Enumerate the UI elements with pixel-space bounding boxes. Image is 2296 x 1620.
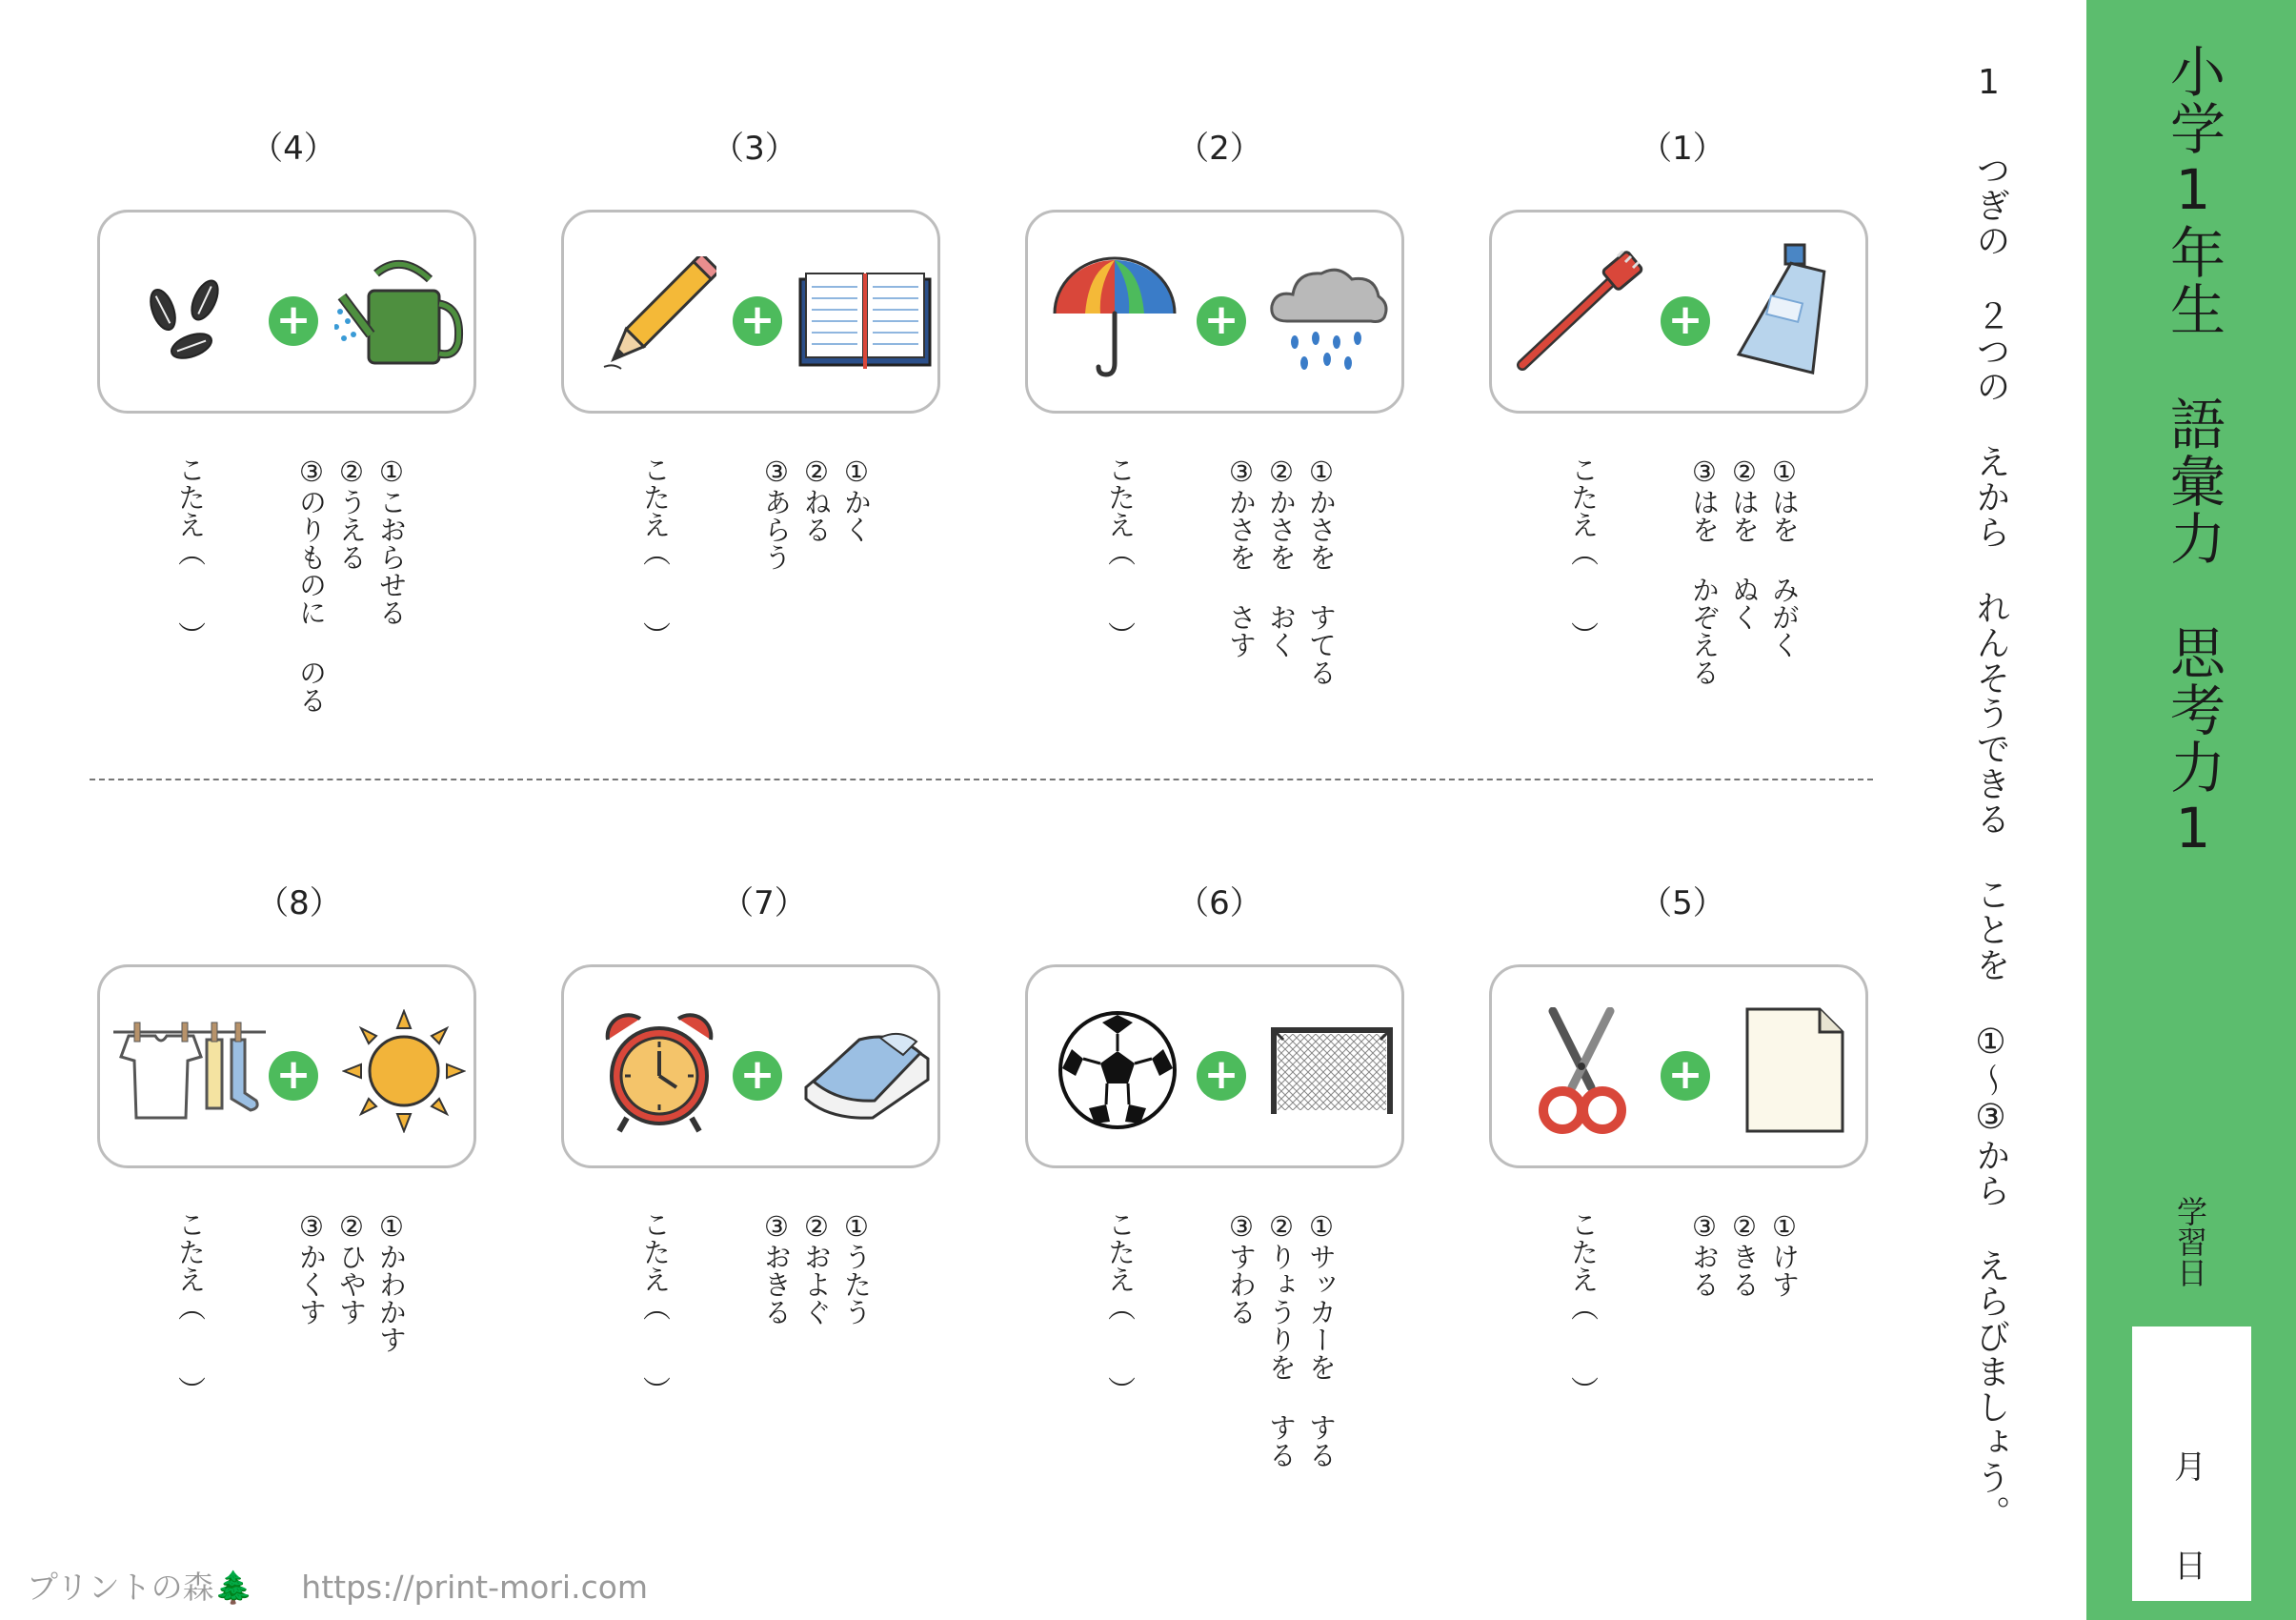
problem-6-card <box>1025 964 1404 1168</box>
seeds-icon <box>138 275 243 371</box>
problem-8-options <box>292 1210 412 1353</box>
scissors-icon <box>1524 1007 1639 1141</box>
rain-cloud-icon <box>1268 262 1392 376</box>
option-3[interactable]: ③のりものに のる <box>295 456 328 714</box>
option-1[interactable]: ①かさを すてる <box>1305 456 1338 686</box>
question-number: 1 <box>1978 63 2000 102</box>
plus-icon: + <box>1661 1051 1710 1101</box>
option-2[interactable]: ②はを ぬく <box>1728 456 1761 631</box>
problem-4-card <box>97 210 476 414</box>
plus-icon: + <box>733 1051 782 1101</box>
footer-brand: プリントの森 <box>27 1569 214 1606</box>
option-2[interactable]: ②かさを おく <box>1265 456 1298 658</box>
problem-3-number: （3） <box>712 130 797 168</box>
alarm-clock-icon <box>602 1011 716 1137</box>
plus-icon: + <box>1197 296 1246 346</box>
option-2[interactable]: ②うえる <box>335 456 368 571</box>
study-date-label: 学習日 <box>2172 1196 2208 1287</box>
problem-7-answer[interactable]: こたえ（ ） <box>639 1210 672 1404</box>
tree-icon: 🌲 <box>213 1569 253 1606</box>
plus-icon: + <box>1661 296 1710 346</box>
problem-4-answer[interactable]: こたえ（ ） <box>174 456 207 649</box>
plus-icon: + <box>733 296 782 346</box>
problem-2-number: （2） <box>1177 130 1262 168</box>
futon-icon <box>800 1021 934 1125</box>
problem-4-number: （4） <box>251 130 336 168</box>
plus-icon: + <box>269 1051 318 1101</box>
day-label: 日 <box>2174 1548 2206 1586</box>
problem-2-answer[interactable]: こたえ（ ） <box>1104 456 1137 649</box>
paper-icon <box>1743 1005 1848 1135</box>
plus-icon: + <box>269 296 318 346</box>
option-1[interactable]: ①こおらせる <box>375 456 408 626</box>
option-3[interactable]: ③おる <box>1688 1210 1721 1298</box>
notebook-icon <box>798 272 932 371</box>
option-3[interactable]: ③かさを さす <box>1225 456 1258 658</box>
option-1[interactable]: ①うたう <box>840 1210 873 1326</box>
option-3[interactable]: ③おきる <box>760 1210 793 1326</box>
problem-1-card <box>1489 210 1868 414</box>
problem-3-options <box>756 456 876 571</box>
toothbrush-icon <box>1511 251 1654 375</box>
option-3[interactable]: ③すわる <box>1225 1210 1258 1326</box>
option-3[interactable]: ③かくす <box>295 1210 328 1326</box>
problem-8-answer[interactable]: こたえ（ ） <box>174 1210 207 1404</box>
option-1[interactable]: ①かく <box>840 456 873 543</box>
question-instruction: つぎの ２つの えから れんそうできる ことを ①～③から えらびましょう。 <box>1971 152 2010 1530</box>
umbrella-icon <box>1051 256 1178 380</box>
option-2[interactable]: ②きる <box>1728 1210 1761 1298</box>
problem-5-options <box>1684 1210 1804 1298</box>
option-2[interactable]: ②およぐ <box>800 1210 833 1326</box>
option-3[interactable]: ③あらう <box>760 456 793 571</box>
laundry-icon <box>113 1019 266 1133</box>
problem-1-answer[interactable]: こたえ（ ） <box>1567 456 1600 649</box>
problem-6-answer[interactable]: こたえ（ ） <box>1104 1210 1137 1404</box>
page-title: 小学1年生 語彙力 思考力1 <box>2161 43 2226 862</box>
problem-3-answer[interactable]: こたえ（ ） <box>639 456 672 649</box>
toothpaste-icon <box>1730 241 1835 384</box>
soccer-ball-icon <box>1057 1009 1178 1131</box>
problem-8-number: （8） <box>256 884 342 922</box>
problem-5-number: （5） <box>1640 884 1725 922</box>
row-divider <box>90 779 1873 780</box>
problem-1-options <box>1684 456 1804 686</box>
pencil-icon <box>593 256 716 380</box>
sun-icon <box>342 1009 466 1133</box>
option-2[interactable]: ②りょうりを する <box>1265 1210 1298 1468</box>
option-2[interactable]: ②ねる <box>800 456 833 543</box>
problem-1-number: （1） <box>1640 130 1725 168</box>
option-1[interactable]: ①サッカーを する <box>1305 1210 1338 1468</box>
problem-6-options <box>1221 1210 1341 1468</box>
soccer-goal-icon <box>1270 1026 1394 1118</box>
month-label: 月 <box>2174 1448 2206 1487</box>
footer <box>27 1563 648 1608</box>
problem-7-options <box>756 1210 876 1326</box>
problem-6-number: （6） <box>1177 884 1262 922</box>
problem-5-card <box>1489 964 1868 1168</box>
problem-5-answer[interactable]: こたえ（ ） <box>1567 1210 1600 1404</box>
problem-7-number: （7） <box>721 884 807 922</box>
problem-2-card <box>1025 210 1404 414</box>
footer-url-link[interactable]: https://print-mori.com <box>301 1569 649 1606</box>
option-1[interactable]: ①かわかす <box>375 1210 408 1353</box>
plus-icon: + <box>1197 1051 1246 1101</box>
problem-7-card <box>561 964 940 1168</box>
problem-8-card <box>97 964 476 1168</box>
watering-can-icon <box>334 258 468 382</box>
option-1[interactable]: ①けす <box>1768 1210 1801 1298</box>
option-1[interactable]: ①はを みがく <box>1768 456 1801 658</box>
problem-4-options <box>292 456 412 714</box>
problem-2-options <box>1221 456 1341 686</box>
option-2[interactable]: ②ひやす <box>335 1210 368 1326</box>
problem-3-card <box>561 210 940 414</box>
option-3[interactable]: ③はを かぞえる <box>1688 456 1721 686</box>
